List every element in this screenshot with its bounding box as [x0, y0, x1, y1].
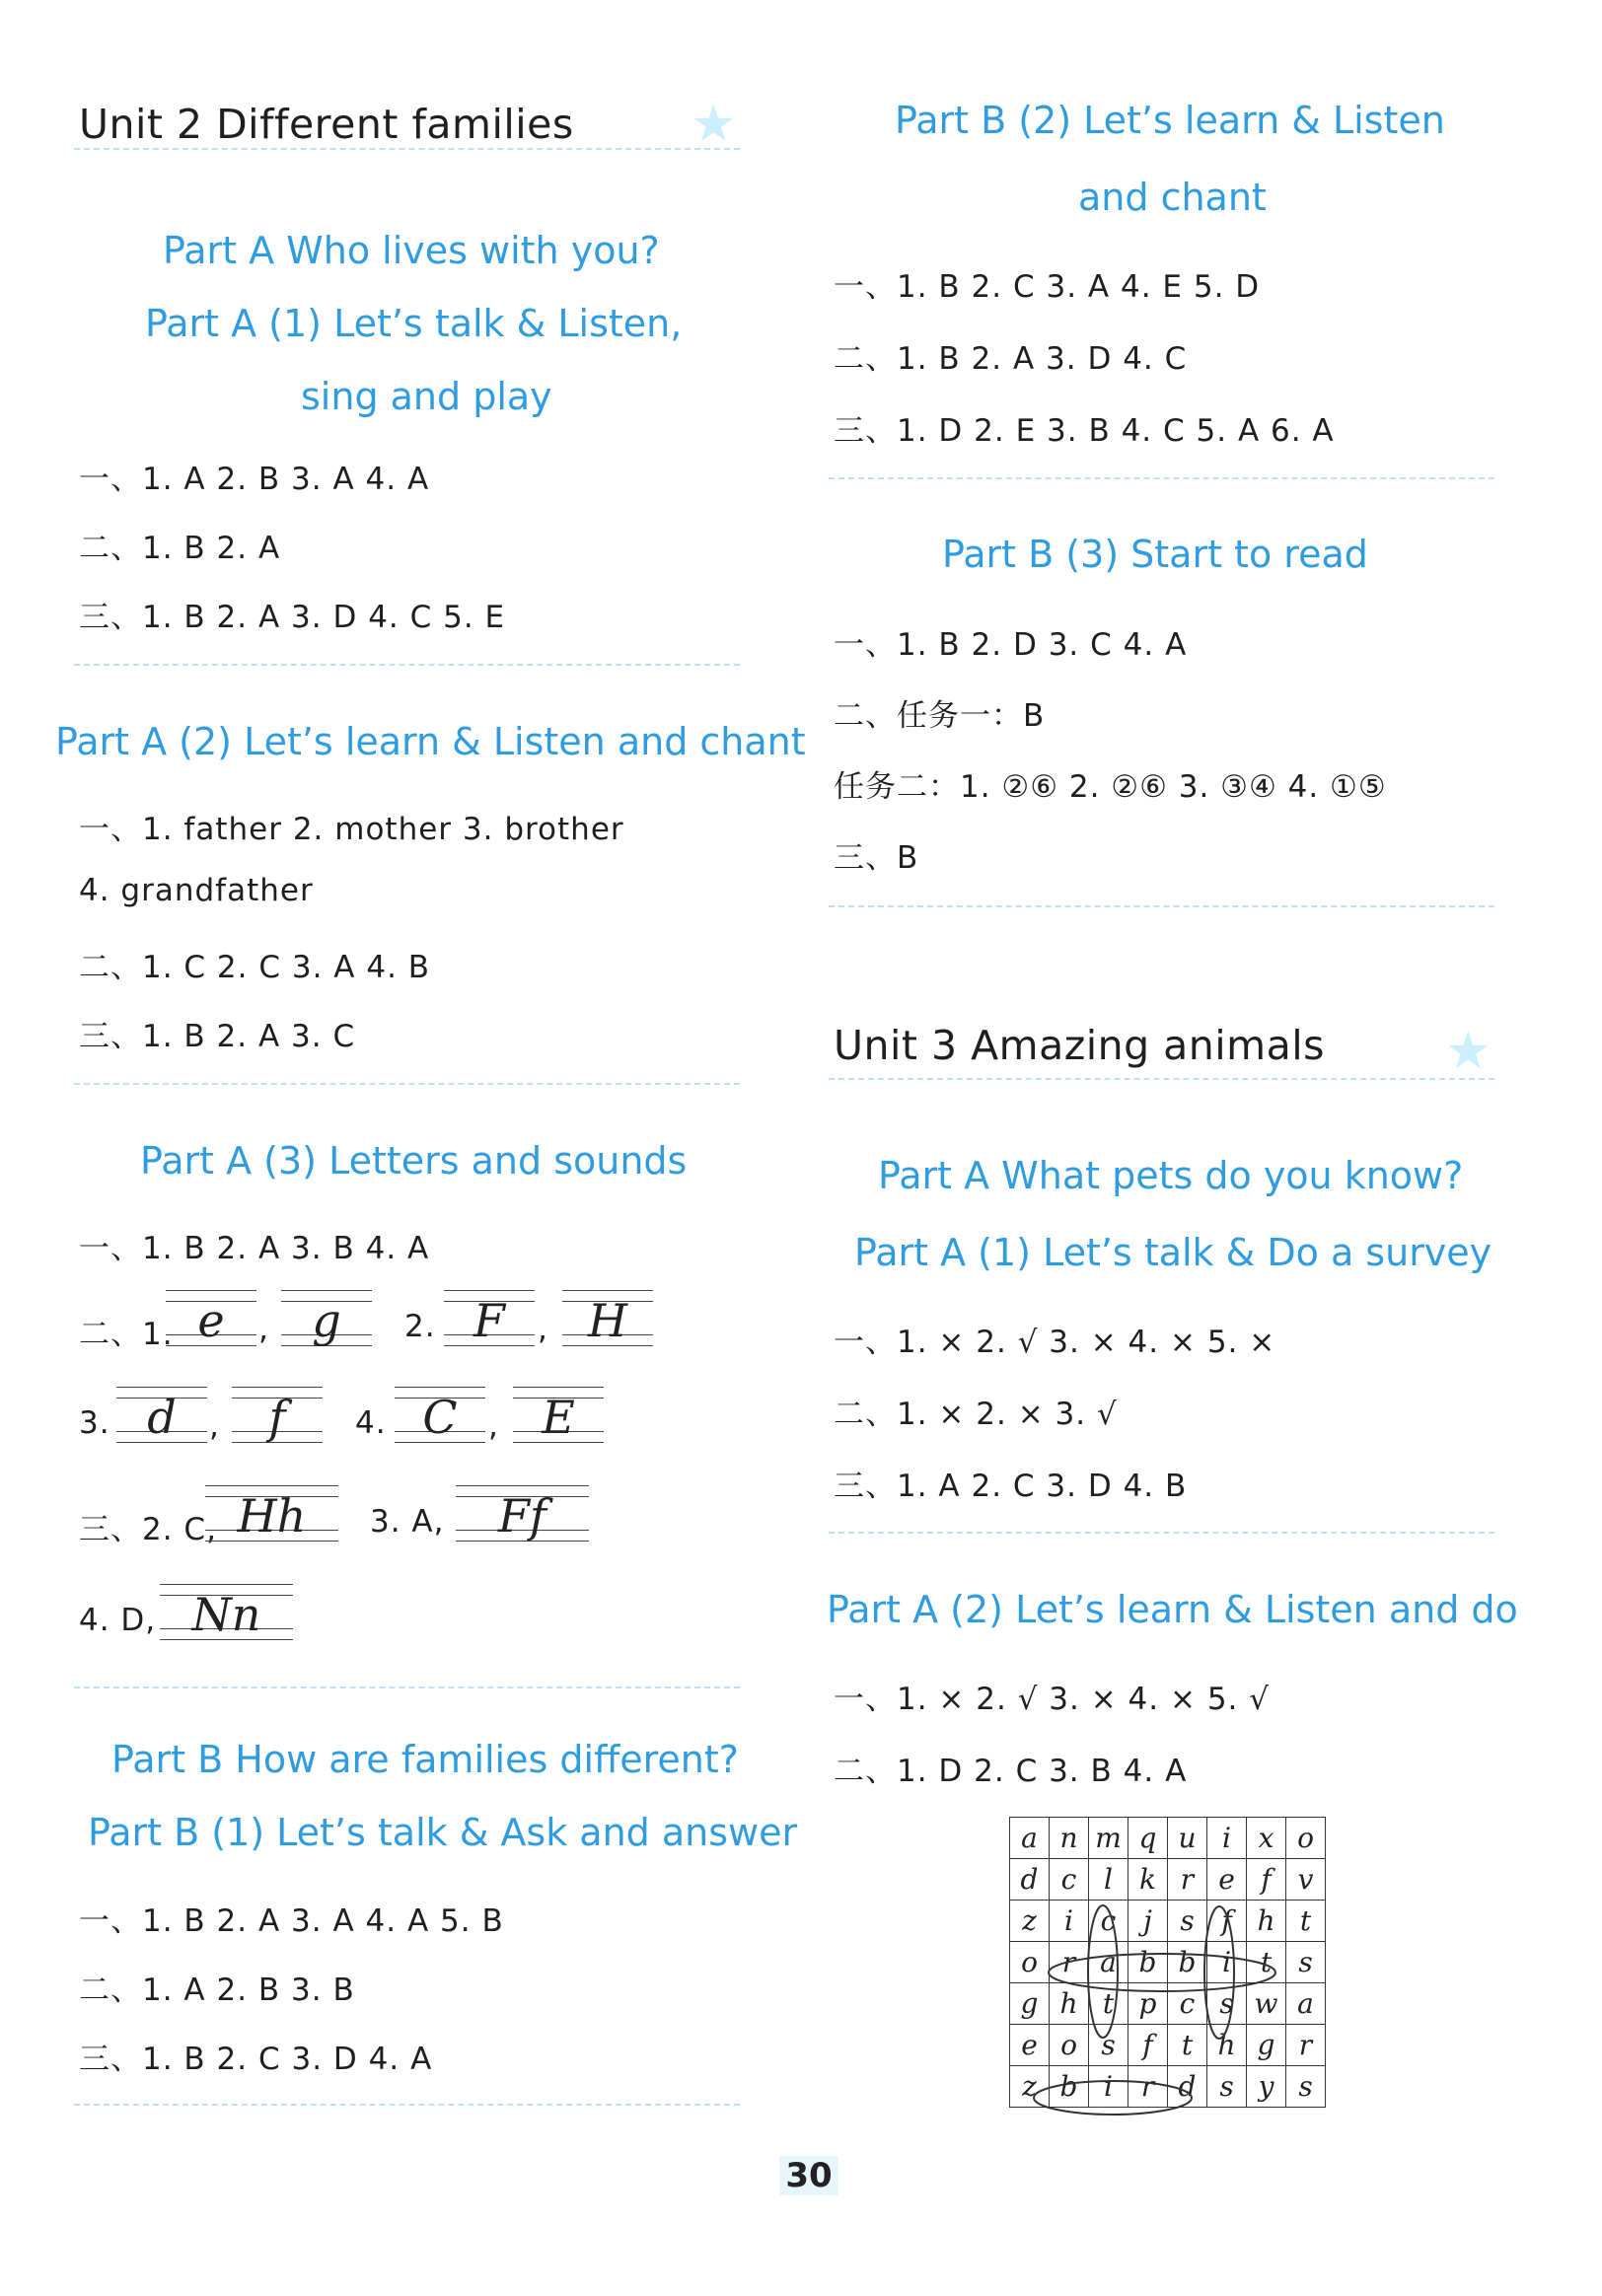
a2-answer-3: 二、1. C 2. C 3. A 4. B: [79, 950, 431, 985]
b2-answer-3: 三、1. D 2. E 3. B 4. C 5. A 6. A: [834, 413, 1335, 449]
grid-cell: t: [1286, 1901, 1326, 1942]
handwriting-box: [395, 1387, 485, 1452]
grid-cell: r: [1129, 2066, 1168, 2108]
a1-answer-1: 一、1. A 2. B 3. A 4. A: [79, 462, 430, 497]
hw-letter: H: [587, 1294, 628, 1347]
handwriting-box: [166, 1290, 256, 1355]
a1-heading-line1: Part A (1) Let’s talk & Listen,: [145, 302, 683, 345]
handwriting-box: [513, 1387, 604, 1452]
comma: ,: [488, 1408, 499, 1444]
unit3-a1-answer-2: 二、1. × 2. × 3. √: [834, 1397, 1118, 1432]
a2-answer-2: 4. grandfather: [79, 873, 314, 908]
grid-cell: a: [1089, 1942, 1129, 1983]
grid-cell: h: [1247, 1901, 1286, 1942]
hw-r2-num3: 3.: [79, 1405, 110, 1441]
comma: ,: [538, 1312, 548, 1347]
b2-heading-line2: and chant: [1078, 176, 1267, 219]
b1-answer-3: 三、1. B 2. C 3. D 4. A: [79, 2042, 433, 2077]
grid-cell: x: [1247, 1818, 1286, 1859]
handwriting-box: [456, 1485, 589, 1550]
b2-heading-line1: Part B (2) Let’s learn & Listen: [895, 99, 1445, 142]
unit3-a2-answer-1: 一、1. × 2. √ 3. × 4. × 5. √: [834, 1682, 1271, 1717]
b3-answer-3: 任务二：1. ②⑥ 2. ②⑥ 3. ③④ 4. ①⑤: [834, 769, 1387, 805]
grid-cell: d: [1010, 1859, 1050, 1901]
grid-cell: i: [1207, 1942, 1247, 1983]
grid-cell: b: [1168, 1942, 1207, 1983]
grid-cell: v: [1286, 1859, 1326, 1901]
grid-cell: t: [1168, 2025, 1207, 2066]
grid-cell: b: [1050, 2066, 1089, 2108]
unit2-title: Unit 2 Different families: [79, 101, 574, 148]
separator: [829, 1532, 1494, 1534]
circle-fish: [1204, 1906, 1234, 2039]
grid-cell: c: [1168, 1983, 1207, 2025]
grid-cell: i: [1207, 1818, 1247, 1859]
handwriting-box: [232, 1387, 323, 1452]
a1-answer-3: 三、1. B 2. A 3. D 4. C 5. E: [79, 600, 506, 635]
grid-cell: h: [1207, 2025, 1247, 2066]
a3-answer-1: 一、1. B 2. A 3. B 4. A: [79, 1231, 430, 1266]
partB-heading: Part B How are families different?: [111, 1738, 739, 1781]
b3-answer-1: 一、1. B 2. D 3. C 4. A: [834, 627, 1188, 663]
grid-cell: y: [1247, 2066, 1286, 2108]
hw-r3-num3: 3. A,: [370, 1504, 445, 1540]
grid-cell: d: [1168, 2066, 1207, 2108]
hw-r2-num4: 4.: [355, 1405, 387, 1441]
grid-cell: s: [1207, 2066, 1247, 2108]
star-icon: ★: [691, 95, 737, 154]
grid-cell: s: [1168, 1901, 1207, 1942]
grid-cell: o: [1286, 1818, 1326, 1859]
separator: [74, 1686, 740, 1688]
grid-cell: u: [1168, 1818, 1207, 1859]
b2-answer-1: 一、1. B 2. C 3. A 4. E 5. D: [834, 269, 1261, 305]
handwriting-box: [444, 1290, 535, 1355]
grid-cell: e: [1010, 2025, 1050, 2066]
circle-rabbits: [1049, 1954, 1275, 1991]
grid-cell: i: [1050, 1901, 1089, 1942]
circle-bird: [1034, 2081, 1192, 2115]
grid-cell: w: [1247, 1983, 1286, 2025]
unit3-a2-answer-2: 二、1. D 2. C 3. B 4. A: [834, 1754, 1188, 1789]
separator: [74, 2104, 740, 2106]
handwriting-box: [281, 1290, 372, 1355]
hw-r4-prefix: 4. D,: [79, 1603, 157, 1638]
grid-cell: f: [1207, 1901, 1247, 1942]
grid-cell: q: [1129, 1818, 1168, 1859]
grid-cell: o: [1050, 2025, 1089, 2066]
grid-cell: n: [1050, 1818, 1089, 1859]
handwriting-box: [160, 1584, 293, 1649]
grid-cell: r: [1168, 1859, 1207, 1901]
a1-answer-2: 二、1. B 2. A: [79, 531, 281, 566]
grid-cell: g: [1010, 1983, 1050, 2025]
hw-letter: E: [542, 1391, 575, 1444]
grid-cell: o: [1010, 1942, 1050, 1983]
b3-heading: Part B (3) Start to read: [942, 533, 1368, 576]
unit3-a2-heading: Part A (2) Let’s learn & Listen and do: [827, 1588, 1518, 1631]
grid-cell: r: [1050, 1942, 1089, 1983]
comma: ,: [258, 1312, 269, 1347]
b1-answer-2: 二、1. A 2. B 3. B: [79, 1973, 355, 2008]
grid-cell: s: [1207, 1983, 1247, 2025]
grid-cell: f: [1247, 1859, 1286, 1901]
unit3-title: Unit 3 Amazing animals: [834, 1022, 1325, 1069]
hw-r1-num2: 2.: [404, 1309, 436, 1344]
separator: [829, 905, 1494, 907]
a2-answer-4: 三、1. B 2. A 3. C: [79, 1019, 356, 1054]
unit3-partA-heading: Part A What pets do you know?: [878, 1154, 1464, 1197]
grid-cell: t: [1089, 1983, 1129, 2025]
a3-heading: Part A (3) Letters and sounds: [140, 1139, 688, 1183]
a2-heading: Part A (2) Let’s learn & Listen and chant: [55, 720, 806, 763]
word-search-circles: [1009, 1817, 1315, 2122]
separator: [74, 1083, 740, 1085]
unit2-title-underline: [74, 148, 740, 150]
separator: [74, 664, 740, 666]
grid-cell: s: [1089, 2025, 1129, 2066]
separator: [829, 477, 1494, 479]
grid-cell: k: [1129, 1859, 1168, 1901]
handwriting-box: [205, 1485, 338, 1550]
grid-cell: a: [1286, 1983, 1326, 2025]
handwriting-box: [116, 1387, 207, 1452]
grid-cell: e: [1207, 1859, 1247, 1901]
grid-cell: z: [1010, 1901, 1050, 1942]
a2-answer-1: 一、1. father 2. mother 3. brother: [79, 812, 624, 847]
grid-cell: l: [1089, 1859, 1129, 1901]
star-icon: ★: [1445, 1022, 1492, 1081]
hw-r3-prefix: 三、2. C,: [79, 1512, 217, 1547]
b1-answer-1: 一、1. B 2. A 3. A 4. A 5. B: [79, 1903, 504, 1939]
unit3-title-underline: [829, 1078, 1494, 1080]
grid-cell: p: [1129, 1983, 1168, 2025]
grid-cell: h: [1050, 1983, 1089, 2025]
grid-cell: s: [1286, 1942, 1326, 1983]
hw-letter: F: [473, 1294, 505, 1347]
b1-heading: Part B (1) Let’s talk & Ask and answer: [88, 1811, 798, 1854]
grid-cell: a: [1010, 1818, 1050, 1859]
grid-cell: r: [1286, 2025, 1326, 2066]
b2-answer-2: 二、1. B 2. A 3. D 4. C: [834, 341, 1188, 377]
grid-cell: i: [1089, 2066, 1129, 2108]
grid-cell: z: [1010, 2066, 1050, 2108]
grid-cell: g: [1247, 2025, 1286, 2066]
grid-cell: f: [1129, 2025, 1168, 2066]
hw-letter: e: [197, 1294, 225, 1347]
unit3-a1-heading: Part A (1) Let’s talk & Do a survey: [854, 1231, 1493, 1274]
unit3-a1-answer-1: 一、1. × 2. √ 3. × 4. × 5. ×: [834, 1325, 1276, 1360]
circle-cat: [1088, 1905, 1118, 2038]
b3-answer-2: 二、任务一：B: [834, 698, 1046, 734]
hw-r1-prefix: 二、1.: [79, 1317, 174, 1352]
hw-letter: Nn: [191, 1588, 261, 1641]
handwriting-box: [562, 1290, 653, 1355]
partA-heading: Part A Who lives with you?: [163, 229, 660, 272]
grid-cell: m: [1089, 1818, 1129, 1859]
grid-cell: t: [1247, 1942, 1286, 1983]
comma: ,: [209, 1408, 220, 1444]
grid-cell: j: [1129, 1901, 1168, 1942]
hw-letter: Ff: [498, 1489, 546, 1543]
hw-letter: g: [312, 1294, 341, 1347]
hw-letter: f: [268, 1391, 286, 1444]
b3-answer-4: 三、B: [834, 840, 919, 876]
hw-letter: C: [422, 1391, 458, 1444]
grid-cell: s: [1286, 2066, 1326, 2108]
unit3-a1-answer-3: 三、1. A 2. C 3. D 4. B: [834, 1469, 1188, 1504]
hw-letter: Hh: [237, 1489, 307, 1543]
grid-cell: b: [1129, 1942, 1168, 1983]
hw-letter: d: [147, 1391, 177, 1444]
a1-heading-line2: sing and play: [301, 375, 552, 418]
grid-cell: c: [1089, 1901, 1129, 1942]
page-number: 30: [779, 2156, 838, 2195]
grid-cell: c: [1050, 1859, 1089, 1901]
